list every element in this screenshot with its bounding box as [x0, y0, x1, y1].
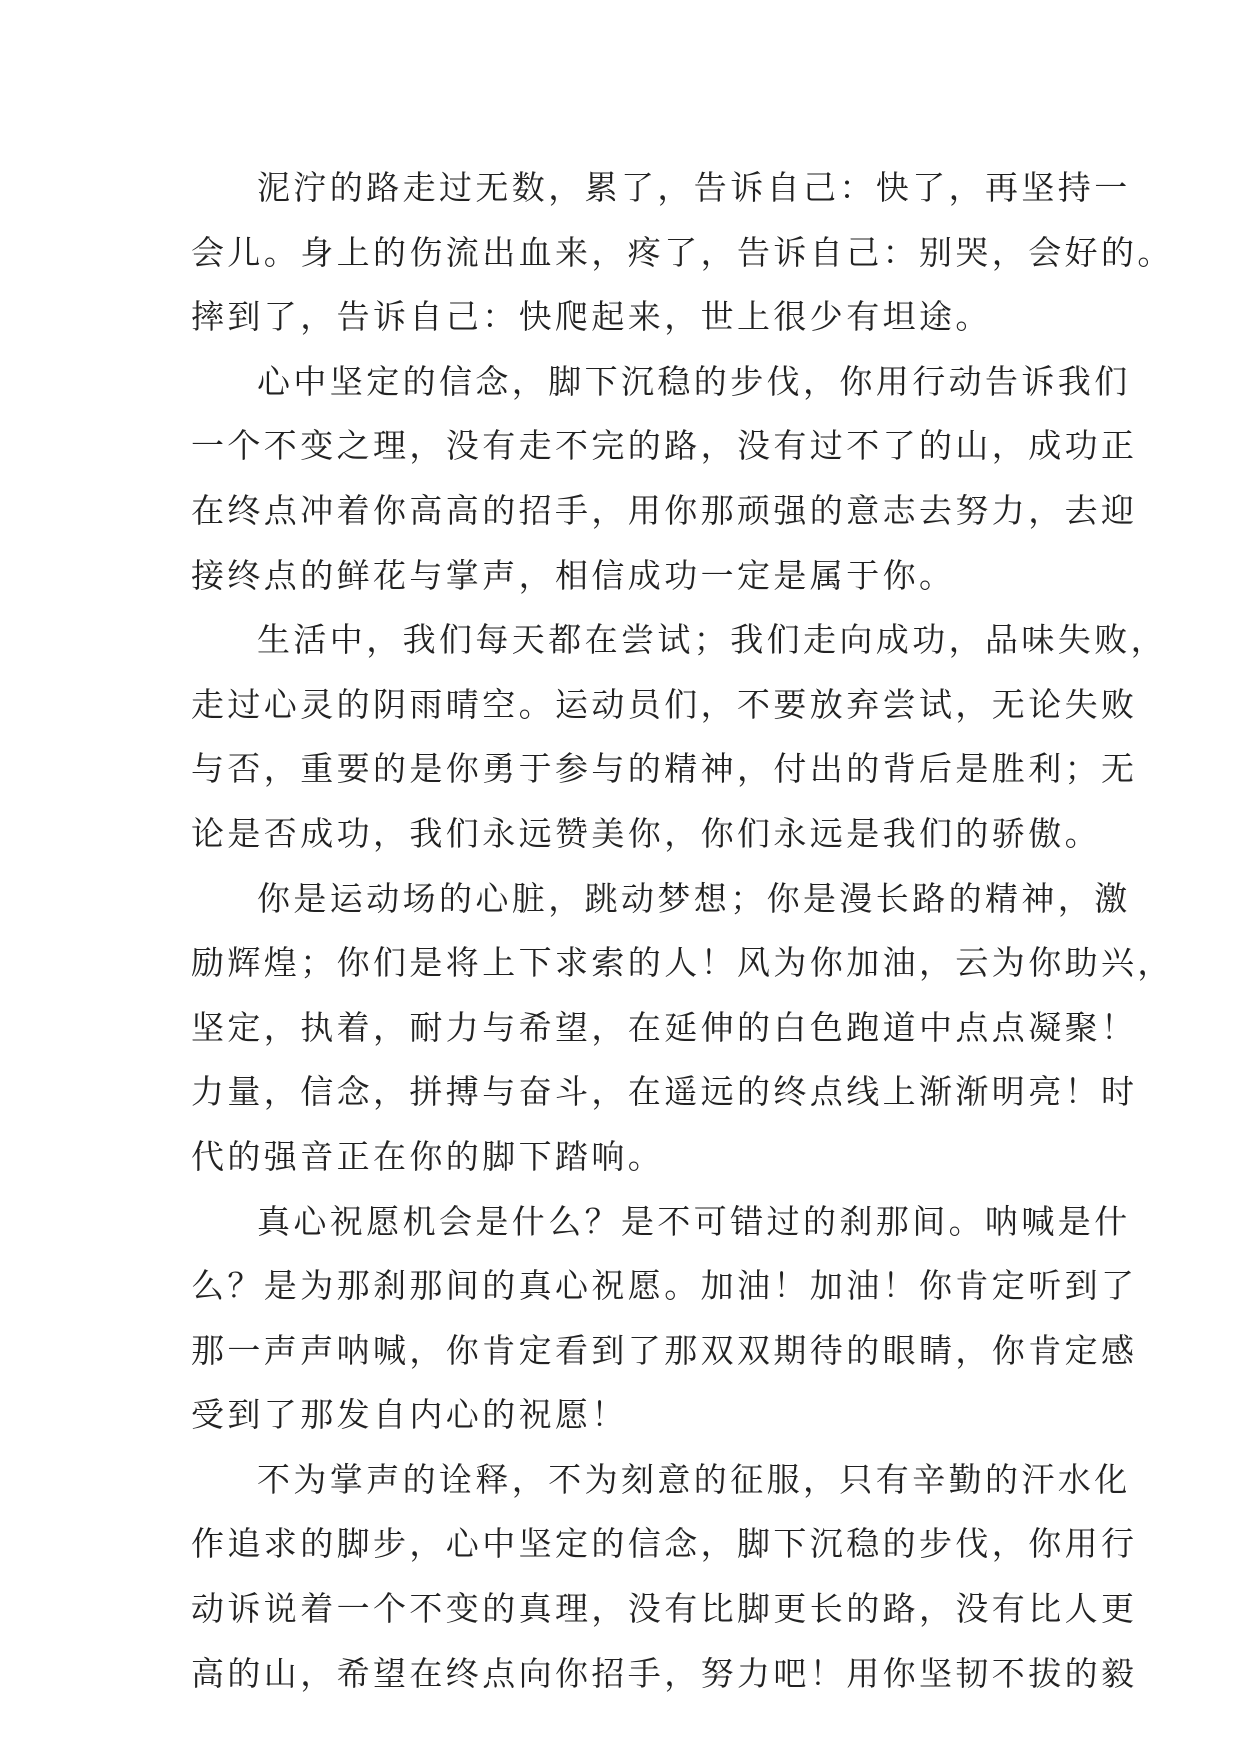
text-line: 不为掌声的诠释，不为刻意的征服，只有辛勤的汗水化 [257, 1459, 1131, 1499]
text-line: 受到了那发自内心的祝愿！ [191, 1395, 628, 1435]
text-line: 心中坚定的信念，脚下沉稳的步伐，你用行动告诉我们 [257, 361, 1131, 401]
text-line: 那一声声呐喊，你肯定看到了那双双期待的眼睛，你肯定感 [191, 1330, 1138, 1370]
text-line: 励辉煌；你们是将上下求索的人！风为你加油，云为你助兴， [191, 943, 1174, 983]
text-line: 你是运动场的心脏，跳动梦想；你是漫长路的精神，激 [257, 878, 1131, 918]
text-line: 么？是为那刹那间的真心祝愿。加油！加油！你肯定听到了 [191, 1266, 1138, 1306]
text-line: 动诉说着一个不变的真理，没有比脚更长的路，没有比人更 [191, 1589, 1138, 1629]
text-line: 会儿。身上的伤流出血来，疼了，告诉自己：别哭，会好的。 [191, 232, 1174, 272]
text-line: 高的山，希望在终点向你招手，努力吧！用你坚韧不拔的毅 [191, 1653, 1138, 1693]
text-line: 在终点冲着你高高的招手，用你那顽强的意志去努力，去迎 [191, 490, 1138, 530]
text-line: 接终点的鲜花与掌声，相信成功一定是属于你。 [191, 555, 956, 595]
text-line: 摔到了，告诉自己：快爬起来，世上很少有坦途。 [191, 297, 992, 337]
text-line: 泥泞的路走过无数，累了，告诉自己：快了，再坚持一 [257, 168, 1131, 207]
text-line: 力量，信念，拼搏与奋斗，在遥远的终点线上渐渐明亮！时 [191, 1072, 1138, 1112]
text-line: 一个不变之理，没有走不完的路，没有过不了的山，成功正 [191, 426, 1138, 466]
text-line: 真心祝愿机会是什么？是不可错过的刹那间。呐喊是什 [257, 1201, 1131, 1241]
text-line: 走过心灵的阴雨晴空。运动员们，不要放弃尝试，无论失败 [191, 684, 1138, 724]
text-line: 坚定，执着，耐力与希望，在延伸的白色跑道中点点凝聚！ [191, 1007, 1138, 1047]
document-body [191, 156, 1174, 1706]
text-line: 代的强音正在你的脚下踏响。 [191, 1136, 665, 1176]
text-line: 生活中，我们每天都在尝试；我们走向成功，品味失败， [257, 620, 1167, 660]
text-line: 论是否成功，我们永远赞美你，你们永远是我们的骄傲。 [191, 813, 1101, 853]
text-line: 与否，重要的是你勇于参与的精神，付出的背后是胜利；无 [191, 749, 1138, 789]
text-line: 作追求的脚步，心中坚定的信念，脚下沉稳的步伐，你用行 [191, 1524, 1138, 1564]
